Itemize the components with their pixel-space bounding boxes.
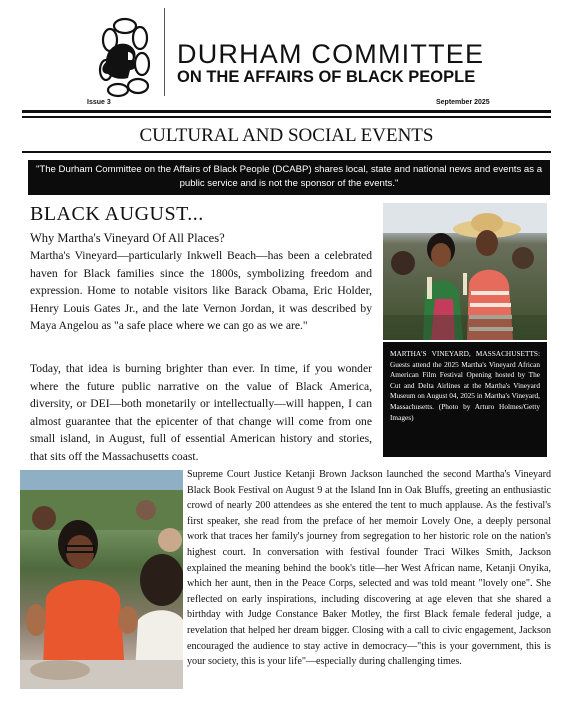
article-subheading: Why Martha's Vineyard Of All Places? <box>30 231 225 245</box>
issue-number: Issue 3 <box>87 99 111 106</box>
masthead-subtitle: ON THE AFFAIRS OF BLACK PEOPLE <box>177 68 476 86</box>
dcabp-logo-icon <box>92 14 158 100</box>
article-paragraph-1: Martha's Vineyard—particularly Inkwell Beach—has been a celebrated haven for Black families since the 1800s, symbolizing freedom and expression. Home to notable visitors like Barack Obama, Eric Holder, Henry Louis Gates Jr., and the late Vernon Jordan, it was described by Maya Angelou as "a safe place where we can go as we are." <box>30 249 372 333</box>
article-paragraph-3: Supreme Court Justice Ketanji Brown Jackson launched the second Martha's Vineyard Black Book Festival on August 9 at the Island Inn in Oak Bluffs, greeting an enthusiastic crowd of nearly 200 attendees as she entered the tent to much applause. As the festival's first speaker, she read from the preface of her memoir Lovely One, a deeply personal work that traces her family's journey from segregation to her historic role on the nation's highest court. In conversation with festival founder Traci Wilkes Smith, Jackson explained the meaning behind the book's title—her West African name, Ketanji Onyika, which her aunt, then in the Peace Corps, selected and was told meant "lovely one". She reflected on early inspirations, including discovering at age eleven that she shared a birthday with Judge Constance Baker Motley, the first Black female federal judge, a revelation that helped her dream bigger. Closing with a call to civic engagement, Jackson encouraged the audience to stay active in democracy—"this is your government, this is your society, this is your life"—especially during challenging times. <box>187 469 551 668</box>
masthead-title: DURHAM COMMITTEE <box>177 39 485 69</box>
disclaimer-notice: "The Durham Committee on the Affairs of Black People (DCABP) shares local, state and national news and events as a public service and is not the sponsor of the events." <box>28 160 550 195</box>
article-heading: BLACK AUGUST... <box>30 203 204 225</box>
article-paragraph-2: Today, that idea is burning brighter than ever. In time, if you wonder where the future public narrative on the value of Black America, diversity, or DEI—both monetarily or intellectually—will happen, I can almost guarantee that the epicenter of that change will come from one small island, in August, full of essential American history and stories, that sits off the Massachusetts coast. <box>30 362 372 463</box>
top-rule <box>22 110 551 113</box>
header-divider <box>164 8 165 96</box>
section-title: CULTURAL AND SOCIAL EVENTS <box>139 125 434 146</box>
book-festival-audience-photo-icon <box>20 470 183 689</box>
issue-date: September 2025 <box>436 99 490 106</box>
festival-guests-photo-icon <box>383 203 547 340</box>
section-rule <box>22 151 551 153</box>
photo-caption: MARTHA'S VINEYARD, MASSACHUSETTS: Guests attend the 2025 Martha's Vineyard African American Film Festival Opening hosted by The Cut and Delta Airlines at the Martha's Vineyard Museum on August 04, 2025 in Martha's Vineyard, Massachusetts. (Photo by Arturo Holmes/Getty Images) <box>383 342 547 457</box>
top-rule-thin <box>22 116 551 118</box>
